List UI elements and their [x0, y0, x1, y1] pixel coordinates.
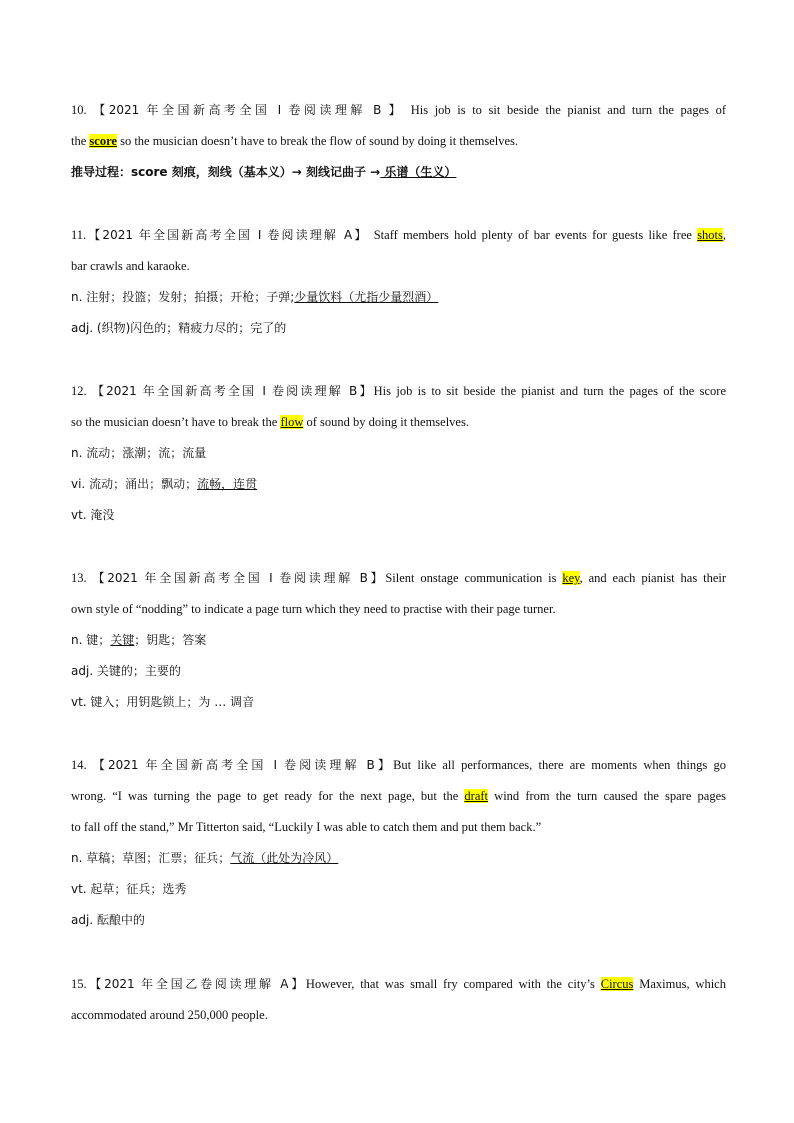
sentence-text: so the musician doesn’t have to break the flow of sound by doing it themselves. [116, 134, 519, 148]
highlighted-word: key [562, 571, 580, 585]
definition-noun [71, 282, 726, 313]
source-label: 【2021 年全国新高考全国 I 卷阅读理解 B 】 [93, 103, 405, 117]
item-10-line-1 [71, 95, 726, 126]
sentence-text: However, that was small fry compared with the city’s [305, 977, 601, 991]
derivation-text: 刻痕，刻线（基本义）→ 刻线记曲子 → [167, 165, 381, 179]
derivation-label: 推导过程： [71, 165, 132, 179]
definition-noun [71, 625, 726, 656]
source-label: 【2021 年全国新高考全国 I 卷阅读理解 B】 [92, 758, 394, 772]
vocab-item-14 [71, 750, 726, 936]
context-meaning: 气流（此处为冷风） [230, 851, 339, 865]
source-label: 【2021 年全国新高考全国 I 卷阅读理解 B】 [91, 384, 374, 398]
definition-vt: vt. 淹没 [71, 508, 115, 522]
highlighted-word: shots [697, 228, 723, 242]
highlighted-word: Circus [600, 977, 634, 991]
sentence-text: the [71, 134, 90, 148]
item-number: 12. [71, 384, 87, 398]
definition-adj: adj. 关键的；主要的 [71, 664, 181, 678]
definition-text: ；钥匙；答案 [134, 633, 207, 647]
derivation-word: score [131, 165, 168, 179]
highlighted-word: score [89, 134, 117, 148]
sentence-text: , [722, 228, 726, 242]
item-15-line-1 [71, 969, 726, 1000]
sentence-text: so the musician doesn’t have to break the [71, 415, 281, 429]
highlighted-word: flow [280, 415, 304, 429]
derivation-result: 乐谱（生义） [380, 165, 457, 179]
sentence-text: His job is to sit beside the pianist and turn the pages of the score [373, 384, 726, 398]
definition-vt: vt. 键入；用钥匙锁上；为 … 调音 [71, 695, 255, 709]
source-label: 【2021 年全国乙卷阅读理解 A】 [86, 977, 306, 991]
sentence-text: Staff members hold plenty of bar events for guests like free [373, 228, 698, 242]
sentence-text: , and each pianist has their [579, 571, 726, 585]
vocab-item-15 [71, 969, 726, 1031]
context-meaning: 关键 [110, 633, 135, 647]
vocab-item-11 [71, 220, 726, 344]
definition-text: n. 草稿；草图；汇票；征兵； [71, 851, 231, 865]
item-14-line-3: to fall off the stand,” Mr Titterton said, “Luckily I was able to catch them and put them back.” [71, 820, 542, 834]
sentence-text: wrong. “I was turning the page to get ready for the next page, but the [71, 789, 465, 803]
context-meaning: 少量饮料（尤指少量烈酒） [294, 290, 439, 304]
item-10-line-2 [71, 126, 726, 157]
definition-vi [71, 469, 726, 500]
item-11-line-2: bar crawls and karaoke. [71, 259, 190, 273]
definition-vt: vt. 起草；征兵；选秀 [71, 882, 187, 896]
definition-noun: n. 流动；涨潮；流；流量 [71, 446, 207, 460]
item-14-line-1 [71, 750, 726, 781]
vocab-item-12 [71, 376, 726, 531]
sentence-text: Maximus, which [633, 977, 726, 991]
sentence-text: But like all performances, there are moments when things go [393, 758, 726, 772]
definition-noun [71, 843, 726, 874]
item-15-line-2: accommodated around 250,000 people. [71, 1008, 268, 1022]
item-number: 13. [71, 571, 87, 585]
item-12-line-1 [71, 376, 726, 407]
item-13-line-2: own style of “nodding” to indicate a page turn which they need to practise with their page turner. [71, 602, 556, 616]
context-meaning: 流畅，连贯 [197, 477, 258, 491]
item-number: 11. [71, 228, 87, 242]
sentence-text: of sound by doing it themselves. [303, 415, 469, 429]
item-number: 14. [71, 758, 87, 772]
item-12-line-2 [71, 407, 726, 438]
derivation-line [71, 157, 726, 188]
item-13-line-1 [71, 563, 726, 594]
vocab-item-13 [71, 563, 726, 718]
item-number: 10. [71, 103, 87, 117]
sentence-text: His job is to sit beside the pianist and turn the pages of [410, 103, 726, 117]
definition-text: n. 注射；投篮；发射；拍摄；开枪；子弹; [71, 290, 295, 304]
vocab-item-10 [71, 95, 726, 188]
item-14-line-2 [71, 781, 726, 812]
sentence-text: wind from the turn caused the spare pages [488, 789, 726, 803]
definition-adj: adj. 酝酿中的 [71, 913, 145, 927]
highlighted-word: draft [464, 789, 489, 803]
definition-text: n. 键； [71, 633, 111, 647]
definition-adj: adj. (织物)闪色的；精疲力尽的；完了的 [71, 321, 287, 335]
definition-text: vi. 流动；涌出；飘动； [71, 477, 198, 491]
source-label: 【2021 年全国新高考全国 I 卷阅读理解 A】 [86, 228, 369, 242]
item-11-line-1 [71, 220, 726, 251]
sentence-text: Silent onstage communication is [385, 571, 563, 585]
item-number: 15. [71, 977, 87, 991]
source-label: 【2021 年全国新高考全国 I 卷阅读理解 B】 [92, 571, 386, 585]
